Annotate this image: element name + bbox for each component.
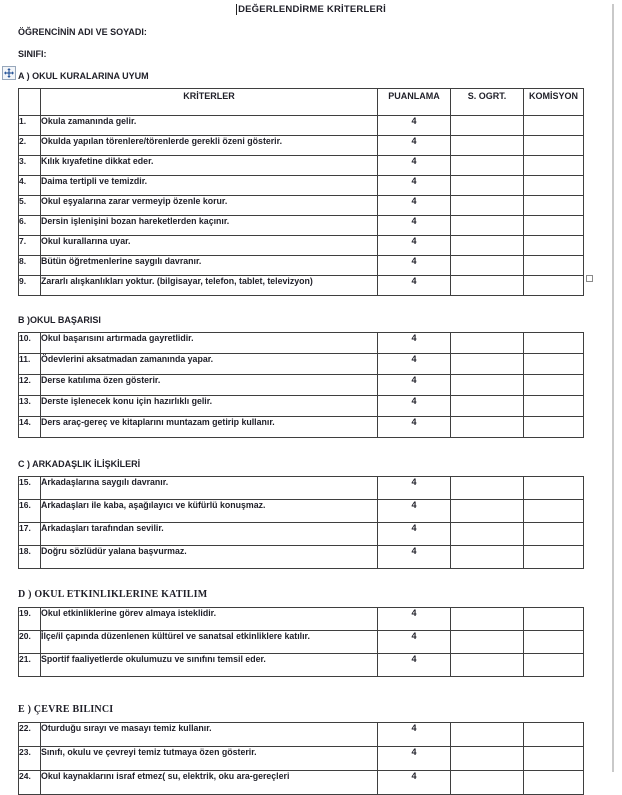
s-ogrt-input-cell[interactable] (451, 477, 524, 500)
puanlama-value-cell: 4 (378, 654, 451, 677)
row-number-cell: 12. (19, 375, 41, 396)
table-row (19, 608, 584, 631)
table-row (19, 747, 584, 771)
table-row (19, 523, 584, 546)
table-row (19, 396, 584, 417)
s-ogrt-input-cell[interactable] (451, 156, 524, 176)
header-commission-cell: KOMİSYON (524, 89, 584, 116)
header-teacher-cell: S. OGRT. (451, 89, 524, 116)
s-ogrt-input-cell[interactable] (451, 631, 524, 654)
criteria-table-c (18, 476, 584, 569)
puanlama-value-cell: 4 (378, 477, 451, 500)
header-scoring-cell: PUANLAMA (378, 89, 451, 116)
table-row (19, 216, 584, 236)
table-row (19, 375, 584, 396)
criteria-text-cell: İlçe/il çapında düzenlenen kültürel ve sanatsal etkinliklere katılır. (41, 631, 378, 654)
s-ogrt-input-cell[interactable] (451, 116, 524, 136)
criteria-text-cell: Zararlı alışkanlıkları yoktur. (bilgisayar, telefon, tablet, televizyon) (41, 276, 378, 296)
puanlama-value-cell: 4 (378, 723, 451, 747)
document-page (0, 4, 622, 781)
criteria-text-cell: Daima tertipli ve temizdir. (41, 176, 378, 196)
komisyon-input-cell[interactable] (524, 546, 584, 569)
komisyon-input-cell[interactable] (524, 608, 584, 631)
puanlama-value-cell: 4 (378, 771, 451, 795)
komisyon-input-cell[interactable] (524, 196, 584, 216)
table-row (19, 136, 584, 156)
criteria-text-cell: Kılık kıyafetine dikkat eder. (41, 156, 378, 176)
puanlama-value-cell: 4 (378, 417, 451, 438)
criteria-text-cell: Arkadaşları tarafından sevilir. (41, 523, 378, 546)
section-d (0, 589, 622, 677)
section-title-c: C ) ARKADAŞLIK İLİŞKİLERİ (18, 459, 141, 469)
criteria-text-cell: Okul başarısını artırmada gayretlidir. (41, 333, 378, 354)
row-number-cell: 8. (19, 256, 41, 276)
puanlama-value-cell: 4 (378, 631, 451, 654)
komisyon-input-cell[interactable] (524, 136, 584, 156)
table-row (19, 276, 584, 296)
puanlama-value-cell: 4 (378, 256, 451, 276)
header-criteria-cell: KRİTERLER (41, 89, 378, 116)
table-row (19, 333, 584, 354)
criteria-table-b (18, 332, 584, 438)
komisyon-input-cell[interactable] (524, 236, 584, 256)
puanlama-value-cell: 4 (378, 136, 451, 156)
komisyon-input-cell[interactable] (524, 723, 584, 747)
criteria-text-cell: Oturduğu sırayı ve masayı temiz kullanır. (41, 723, 378, 747)
header-number-cell (19, 89, 41, 116)
row-number-cell: 15. (19, 477, 41, 500)
row-number-cell: 7. (19, 236, 41, 256)
table-row (19, 477, 584, 500)
puanlama-value-cell: 4 (378, 396, 451, 417)
class-label[interactable]: SINIFI: (18, 49, 47, 59)
criteria-text-cell: Dersin işlenişini bozan hareketlerden kaçınır. (41, 216, 378, 236)
row-number-cell: 23. (19, 747, 41, 771)
row-number-cell: 21. (19, 654, 41, 677)
row-number-cell: 10. (19, 333, 41, 354)
table-row (19, 417, 584, 438)
puanlama-value-cell: 4 (378, 375, 451, 396)
komisyon-input-cell[interactable] (524, 116, 584, 136)
komisyon-input-cell[interactable] (524, 631, 584, 654)
komisyon-input-cell[interactable] (524, 523, 584, 546)
komisyon-input-cell[interactable] (524, 333, 584, 354)
section-b (0, 314, 622, 438)
puanlama-value-cell: 4 (378, 156, 451, 176)
table-row (19, 631, 584, 654)
table-row (19, 196, 584, 216)
s-ogrt-input-cell[interactable] (451, 236, 524, 256)
komisyon-input-cell[interactable] (524, 771, 584, 795)
table-move-handle-icon[interactable] (2, 66, 16, 80)
row-number-cell: 17. (19, 523, 41, 546)
row-number-cell: 9. (19, 276, 41, 296)
criteria-text-cell: Bütün öğretmenlerine saygılı davranır. (41, 256, 378, 276)
table-row (19, 156, 584, 176)
s-ogrt-input-cell[interactable] (451, 196, 524, 216)
komisyon-input-cell[interactable] (524, 256, 584, 276)
criteria-text-cell: Okul kurallarına uyar. (41, 236, 378, 256)
criteria-text-cell: Doğru sözlüdür yalana başvurmaz. (41, 546, 378, 569)
s-ogrt-input-cell[interactable] (451, 654, 524, 677)
criteria-text-cell: Okul etkinliklerine görev almaya isteklidir. (41, 608, 378, 631)
s-ogrt-input-cell[interactable] (451, 396, 524, 417)
puanlama-value-cell: 4 (378, 500, 451, 523)
criteria-text-cell: Derste işlenecek konu için hazırlıklı gelir. (41, 396, 378, 417)
criteria-table-d (18, 607, 584, 677)
s-ogrt-input-cell[interactable] (451, 333, 524, 354)
s-ogrt-input-cell[interactable] (451, 136, 524, 156)
criteria-text-cell: Arkadaşları ile kaba, aşağılayıcı ve küfürlü konuşmaz. (41, 500, 378, 523)
page-edge-line (612, 4, 614, 772)
s-ogrt-input-cell[interactable] (451, 608, 524, 631)
s-ogrt-input-cell[interactable] (451, 417, 524, 438)
komisyon-input-cell[interactable] (524, 276, 584, 296)
s-ogrt-input-cell[interactable] (451, 723, 524, 747)
table-row (19, 546, 584, 569)
criteria-text-cell: Arkadaşlarına saygılı davranır. (41, 477, 378, 500)
puanlama-value-cell: 4 (378, 176, 451, 196)
text-cursor (236, 4, 237, 15)
komisyon-input-cell[interactable] (524, 354, 584, 375)
table-resize-handle[interactable] (586, 275, 593, 282)
s-ogrt-input-cell[interactable] (451, 176, 524, 196)
table-row (19, 236, 584, 256)
section-title-b: B )OKUL BAŞARISI (18, 315, 101, 325)
row-number-cell: 19. (19, 608, 41, 631)
komisyon-input-cell[interactable] (524, 216, 584, 236)
s-ogrt-input-cell[interactable] (451, 375, 524, 396)
row-number-cell: 14. (19, 417, 41, 438)
sections-container (0, 70, 622, 795)
puanlama-value-cell: 4 (378, 354, 451, 375)
komisyon-input-cell[interactable] (524, 396, 584, 417)
puanlama-value-cell: 4 (378, 608, 451, 631)
row-number-cell: 3. (19, 156, 41, 176)
s-ogrt-input-cell[interactable] (451, 523, 524, 546)
section-title-d: D ) OKUL ETKINLIKLERINE KATILIM (18, 589, 208, 600)
puanlama-value-cell: 4 (378, 276, 451, 296)
student-name-label[interactable]: ÖĞRENCİNİN ADI VE SOYADI: (18, 27, 147, 37)
s-ogrt-input-cell[interactable] (451, 747, 524, 771)
table-header-row (19, 89, 584, 116)
komisyon-input-cell[interactable] (524, 747, 584, 771)
page-title (0, 4, 622, 16)
four-way-arrow-icon (4, 68, 14, 78)
section-title-a: A ) OKUL KURALARINA UYUM (18, 71, 149, 81)
table-row (19, 654, 584, 677)
row-number-cell: 4. (19, 176, 41, 196)
row-number-cell: 13. (19, 396, 41, 417)
komisyon-input-cell[interactable] (524, 654, 584, 677)
komisyon-input-cell[interactable] (524, 500, 584, 523)
puanlama-value-cell: 4 (378, 236, 451, 256)
s-ogrt-input-cell[interactable] (451, 771, 524, 795)
komisyon-input-cell[interactable] (524, 417, 584, 438)
table-row (19, 354, 584, 375)
criteria-text-cell: Okul eşyalarına zarar vermeyip özenle korur. (41, 196, 378, 216)
row-number-cell: 2. (19, 136, 41, 156)
row-number-cell: 20. (19, 631, 41, 654)
row-number-cell: 22. (19, 723, 41, 747)
criteria-text-cell: Okul kaynaklarını israf etmez( su, elektrik, oku ara-gereçleri (41, 771, 378, 795)
section-c (0, 458, 622, 569)
puanlama-value-cell: 4 (378, 196, 451, 216)
row-number-cell: 5. (19, 196, 41, 216)
row-number-cell: 18. (19, 546, 41, 569)
s-ogrt-input-cell[interactable] (451, 546, 524, 569)
s-ogrt-input-cell[interactable] (451, 354, 524, 375)
criteria-table-e (18, 722, 584, 795)
komisyon-input-cell[interactable] (524, 156, 584, 176)
row-number-cell: 6. (19, 216, 41, 236)
komisyon-input-cell[interactable] (524, 477, 584, 500)
s-ogrt-input-cell[interactable] (451, 256, 524, 276)
s-ogrt-input-cell[interactable] (451, 276, 524, 296)
komisyon-input-cell[interactable] (524, 375, 584, 396)
row-number-cell: 24. (19, 771, 41, 795)
page-title-text: DEĞERLENDİRME KRİTERLERİ (238, 4, 386, 15)
table-row (19, 116, 584, 136)
criteria-text-cell: Okula zamanında gelir. (41, 116, 378, 136)
puanlama-value-cell: 4 (378, 523, 451, 546)
puanlama-value-cell: 4 (378, 333, 451, 354)
criteria-text-cell: Derse katılıma özen gösterir. (41, 375, 378, 396)
row-number-cell: 1. (19, 116, 41, 136)
section-e (0, 704, 622, 795)
s-ogrt-input-cell[interactable] (451, 500, 524, 523)
criteria-text-cell: Ders araç-gereç ve kitaplarını muntazam getirip kullanır. (41, 417, 378, 438)
criteria-text-cell: Ödevlerini aksatmadan zamanında yapar. (41, 354, 378, 375)
criteria-text-cell: Okulda yapılan törenlere/törenlerde gerekli özeni gösterir. (41, 136, 378, 156)
table-row (19, 771, 584, 795)
table-row (19, 723, 584, 747)
criteria-text-cell: Sınıfı, okulu ve çevreyi temiz tutmaya özen gösterir. (41, 747, 378, 771)
komisyon-input-cell[interactable] (524, 176, 584, 196)
row-number-cell: 11. (19, 354, 41, 375)
criteria-text-cell: Sportif faaliyetlerde okulumuzu ve sınıfını temsil eder. (41, 654, 378, 677)
puanlama-value-cell: 4 (378, 546, 451, 569)
table-row (19, 256, 584, 276)
section-title-e: E ) ÇEVRE BILINCI (18, 704, 114, 715)
criteria-table-a (18, 88, 584, 296)
puanlama-value-cell: 4 (378, 116, 451, 136)
section-a (0, 70, 622, 296)
table-row (19, 176, 584, 196)
puanlama-value-cell: 4 (378, 216, 451, 236)
s-ogrt-input-cell[interactable] (451, 216, 524, 236)
puanlama-value-cell: 4 (378, 747, 451, 771)
table-row (19, 500, 584, 523)
row-number-cell: 16. (19, 500, 41, 523)
